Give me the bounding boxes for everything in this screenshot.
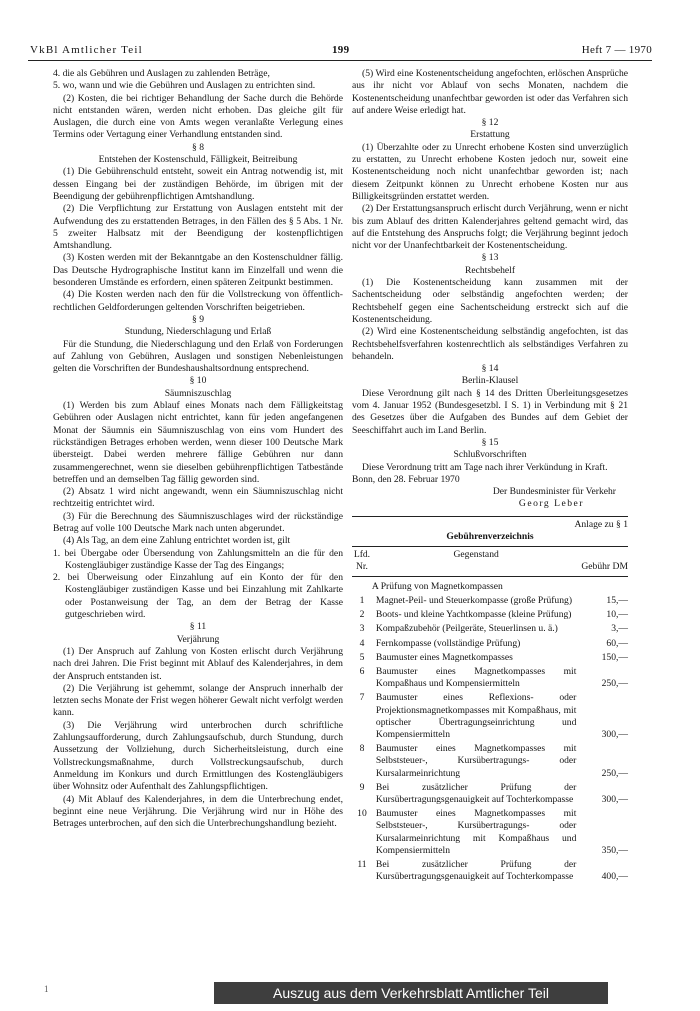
table-row bbox=[352, 650, 628, 664]
edge-mark: 1 bbox=[44, 984, 49, 994]
table-row bbox=[352, 741, 628, 780]
paragraph: (2) Absatz 1 wird nicht angewandt, wenn ein Säumniszuschlag nicht rechtzeitig entrichtet wird. bbox=[53, 486, 343, 510]
left-column bbox=[53, 68, 343, 830]
section-number: § 12 bbox=[481, 117, 499, 129]
row-number: 4 bbox=[359, 637, 365, 649]
row-number: 11 bbox=[357, 858, 367, 870]
section-heading: Rechtsbehelf bbox=[464, 264, 516, 276]
section-heading: Schlußvorschriften bbox=[453, 449, 527, 461]
column-header-fee: Gebühr DM bbox=[576, 547, 628, 576]
right-column bbox=[352, 68, 628, 883]
column-header-subject: Gegenstand bbox=[372, 547, 576, 576]
column-header-nr: Lfd. Nr. bbox=[352, 547, 372, 576]
paragraph: (3) Für die Berechnung des Säumniszuschlages wird der rückständige Betrag auf volle 100 Deutsche Mark nach unten abgerundet. bbox=[53, 510, 343, 534]
table-row bbox=[352, 857, 628, 883]
paragraph: (1) Die Kostenentscheidung kann zusammen mit der Sachentscheidung oder selbständig angefochten werden; der Rechtsbehelf gegen eine Sachentscheidung erstreckt sich auf die Kostenentscheidung. bbox=[352, 277, 628, 325]
section-number: § 13 bbox=[481, 252, 499, 264]
row-fee: 300,— bbox=[601, 793, 628, 805]
paragraph: (5) Wird eine Kostenentscheidung angefochten, erlöschen Ansprüche aus ihr nicht vor Ablauf von sechs Monaten, nachdem die Kostenentscheidung unanfechtbar geworden ist oder das Verfahren sich auf andere Weise erledigt hat. bbox=[352, 68, 628, 116]
row-fee: 350,— bbox=[601, 844, 628, 856]
section-heading: Entstehen der Kostenschuld, Fälligkeit, Beitreibung bbox=[98, 154, 298, 166]
fee-section-row bbox=[352, 576, 628, 593]
paragraph: (2) Kosten, die bei richtiger Behandlung der Sache durch die Behörde nicht entstanden wären, werden nicht erhoben. Das gleiche gilt für Auslagen, die durch eine von Amts wegen veranlaßte Verlegung eines Termins oder Vertagung einer Verhandlung entstanden sind. bbox=[53, 92, 343, 141]
paragraph: (1) Der Anspruch auf Zahlung von Kosten erlischt durch Verjährung nach drei Jahren. Die Frist beginnt mit Ablauf des Kalenderjahres, in dem der Anspruch entstanden ist. bbox=[53, 645, 343, 682]
row-fee: 10,— bbox=[606, 609, 628, 621]
table-row bbox=[352, 806, 628, 857]
row-fee: 250,— bbox=[601, 767, 628, 779]
page-header bbox=[0, 44, 700, 58]
fee-section-heading: A Prüfung von Magnetkompassen bbox=[371, 580, 503, 592]
table-row bbox=[352, 664, 628, 690]
section-heading: Verjährung bbox=[176, 633, 220, 645]
table-row bbox=[352, 780, 628, 806]
section-number: § 8 bbox=[192, 141, 204, 153]
section-number: § 14 bbox=[481, 363, 499, 375]
row-number: 1 bbox=[359, 594, 365, 606]
row-fee: 400,— bbox=[601, 871, 628, 883]
table-row bbox=[352, 607, 628, 621]
row-number: 3 bbox=[359, 623, 365, 635]
journal-title: VkBl Amtlicher Teil bbox=[30, 44, 143, 56]
table-row bbox=[352, 621, 628, 635]
paragraph: (2) Die Verpflichtung zur Erstattung von Auslagen entsteht mit der Aufwendung des zu erstattenden Betrages, in den Fällen des § 5 Abs. 1 Nr. 5 zweiter Halbsatz mit der Beendigung der kostenpflichtigen Amtshandlung. bbox=[53, 203, 343, 252]
paragraph: Diese Verordnung gilt nach § 14 des Dritten Überleitungsgesetzes vom 4. Januar 1952 (Bundesgesetzbl. I S. 1) in Verbindung mit § 21 des Gesetzes über die Aufgaben des Bundes auf dem Gebiet der Seeschiffahrt auch im Land Berlin. bbox=[352, 387, 628, 436]
row-number: 10 bbox=[357, 808, 367, 820]
row-subject: Baumuster eines Magnetkompasses mit Selbststeuer-, Kursübertragungs- oder Kursalarmeinrichtung mit Kompaßhaus und Kompensiermitteln bbox=[375, 808, 577, 856]
divider bbox=[352, 516, 628, 517]
row-fee: 60,— bbox=[606, 637, 628, 649]
row-subject: Baumuster eines Magnetkompasses bbox=[375, 651, 513, 663]
paragraph: Diese Verordnung tritt am Tage nach ihrer Verkündung in Kraft. bbox=[362, 461, 608, 473]
section-number: § 10 bbox=[189, 375, 207, 387]
paragraph: (3) Die Verjährung wird unterbrochen durch schriftliche Zahlungsaufforderung, durch Zahlungsaufschub, durch Stundung, durch Aussetzung der Vollziehung, durch Sicherheitsleistung, durch eine Vollstreckungsmaßnahme, durch Vollstreckungsaufschub, durch Anmeldung im Konkurs und durch Ermittlungen des Kostengläubigers über Wohnsitz oder Aufenthalt des Zahlungspflichtigen. bbox=[53, 719, 343, 793]
table-row bbox=[352, 593, 628, 607]
row-fee: 300,— bbox=[601, 728, 628, 740]
fee-table-header bbox=[352, 547, 628, 576]
paragraph: (1) Die Gebührenschuld entsteht, soweit ein Antrag notwendig ist, mit dessen Eingang bei der zuständigen Behörde, im übrigen mit der Beendigung der gebührenpflichtigen Amtshandlung. bbox=[53, 166, 343, 202]
paragraph: (1) Überzahlte oder zu Unrecht erhobene Kosten sind unverzüglich zu erstatten, zu Unrecht erhobene Kosten jedoch nur, soweit eine Kostenentscheidung noch nicht unanfechtbar geworden ist; nach diesem Zeitpunkt können zu Unrecht erhobene Kosten nur aus Billigkeitsgründen erstattet werden. bbox=[352, 141, 628, 202]
row-fee: 250,— bbox=[601, 678, 628, 690]
row-fee: 15,— bbox=[606, 594, 628, 606]
row-number: 2 bbox=[359, 609, 365, 621]
row-number: 5 bbox=[359, 651, 365, 663]
section-heading: Berlin-Klausel bbox=[461, 375, 519, 387]
issue-label: Heft 7 — 1970 bbox=[581, 44, 652, 56]
paragraph: Für die Stundung, die Niederschlagung und den Erlaß von Forderungen auf Zahlung von Gebühren, Auslagen und sonstigen Nebenleistungen gelten die Vorschriften der Bundeshaushaltsordnung entsprechend. bbox=[53, 338, 343, 375]
row-subject: Kompaßzubehör (Peilgeräte, Steuerlinsen u. ä.) bbox=[375, 623, 558, 635]
list-item: 1. bei Übergabe oder Übersendung von Zahlungsmitteln an die für den Kostengläubiger zuständige Kasse der Tag des Eingangs; bbox=[53, 547, 343, 571]
row-subject: Bei zusätzlicher Prüfung der Kursübertragungsgenauigkeit auf Tochterkompasse bbox=[375, 781, 577, 805]
section-heading: Stundung, Niederschlagung und Erlaß bbox=[124, 326, 272, 338]
row-subject: Fernkompasse (vollständige Prüfung) bbox=[375, 637, 521, 649]
table-row bbox=[352, 636, 628, 650]
row-number: 8 bbox=[359, 743, 365, 755]
fee-table bbox=[352, 546, 628, 883]
signing-date: Bonn, den 28. Februar 1970 bbox=[352, 473, 460, 485]
paragraph: (2) Wird eine Kostenentscheidung selbständig angefochten, ist das Rechtsbehelfsverfahren kostenrechtlich als selbständiges Verfahren zu behandeln. bbox=[352, 326, 628, 362]
page-number: 199 bbox=[332, 44, 350, 56]
row-number: 9 bbox=[359, 781, 365, 793]
row-number: 6 bbox=[359, 665, 365, 677]
section-heading: Erstattung bbox=[470, 129, 510, 141]
row-subject: Magnet-Peil- und Steuerkompasse (große Prüfung) bbox=[375, 594, 573, 606]
paragraph: (4) Die Kosten werden nach den für die Vollstreckung von öffentlich-rechtlichen Geldforderungen geltenden Vorschriften beigetrieben. bbox=[53, 289, 343, 313]
paragraph: (3) Kosten werden mit der Bekanntgabe an den Kostenschuldner fällig. Das Deutsche Hydrographische Institut kann im Einzelfall und wenn die besonderen Umstände es erfordern, einen späteren Zeitpunkt bestimmen. bbox=[53, 252, 343, 289]
section-number: § 15 bbox=[481, 436, 499, 448]
row-fee: 3,— bbox=[611, 623, 628, 635]
annex-label: Anlage zu § 1 bbox=[574, 518, 628, 530]
paragraph: (2) Der Erstattungsanspruch erlischt durch Verjährung, wenn er nicht bis zum Ablauf des dritten Kalenderjahres geltend gemacht wird, das auf die Entstehung des Anspruchs folgt; die Verjährung beginnt jedoch nicht vor der Unanfechtbarkeit der Kostenentscheidung. bbox=[352, 203, 628, 252]
row-subject: Baumuster eines Magnetkompasses mit Selbststeuer-, Kursübertragungs- oder Kursalarmeinrichtung bbox=[375, 743, 577, 779]
section-heading: Säumniszuschlag bbox=[164, 387, 232, 399]
section-number: § 9 bbox=[192, 313, 204, 325]
signer-title: Der Bundesminister für Verkehr bbox=[492, 486, 616, 498]
fee-table-body bbox=[352, 576, 628, 883]
signer-name: Georg Leber bbox=[518, 498, 584, 510]
paragraph: (2) Die Verjährung ist gehemmt, solange der Anspruch innerhalb der letzten sechs Monate der Frist wegen höherer Gewalt nicht verfolgt werden kann. bbox=[53, 682, 343, 719]
row-fee: 150,— bbox=[601, 651, 628, 663]
row-number: 7 bbox=[359, 692, 365, 704]
row-subject: Baumuster eines Reflexions- oder Projektionsmagnetkompasses mit Kompaßhaus, mit optischer Übertragungseinrichtung und Kompensiermitteln bbox=[375, 692, 577, 740]
row-subject: Bei zusätzlicher Prüfung der Kursübertragungsgenauigkeit auf Tochterkompasse bbox=[375, 858, 577, 883]
section-number: § 11 bbox=[189, 621, 207, 633]
paragraph: (4) Als Tag, an dem eine Zahlung entrichtet worden ist, gilt bbox=[63, 535, 291, 547]
list-item: 5. wo, wann und wie die Gebühren und Auslagen zu entrichten sind. bbox=[53, 80, 316, 92]
footer-banner: Auszug aus dem Verkehrsblatt Amtlicher Teil bbox=[214, 982, 608, 1004]
list-item: 2. bei Überweisung oder Einzahlung auf ein Konto der für den Kostengläubiger zuständigen Kasse und bei Einzahlung mit Zahlkarte oder Postanweisung der Tag, an dem der Betrag der Kasse gutgeschrieben wird. bbox=[53, 572, 343, 621]
list-item: 4. die als Gebühren und Auslagen zu zahlenden Beträge, bbox=[53, 68, 270, 79]
row-subject: Boots- und kleine Yachtkompasse (kleine Prüfung) bbox=[375, 609, 572, 621]
paragraph: (4) Mit Ablauf des Kalenderjahres, in dem die Unterbrechung endet, beginnt eine neue Verjährung. Die Verjährung wird nur in Höhe des Betrages unterbrochen, auf den sich die Unterbrechungshandlung bezieht. bbox=[53, 793, 343, 830]
row-subject: Baumuster eines Magnetkompasses mit Kompaßhaus und Kompensiermitteln bbox=[375, 665, 577, 690]
fee-schedule-title: Gebührenverzeichnis bbox=[446, 530, 534, 542]
table-row bbox=[352, 690, 628, 741]
paragraph: (1) Werden bis zum Ablauf eines Monats nach dem Fälligkeitstag Gebühren oder Auslagen nicht entrichtet, kann für jeden angefangenen Monat der Säumnis ein Säumniszuschlag von eins vom Hundert des rückständigen Betrages erhoben werden, wenn dieser 100 Deutsche Mark übersteigt. Dabei werden mehrere fällige Gebühren nur dann zusammengerechnet, wenn sie dieselben gebührenpflichtigen Tatbestände betreffen und an demselben Tag fällig geworden sind. bbox=[53, 400, 343, 485]
header-rule bbox=[28, 60, 652, 61]
